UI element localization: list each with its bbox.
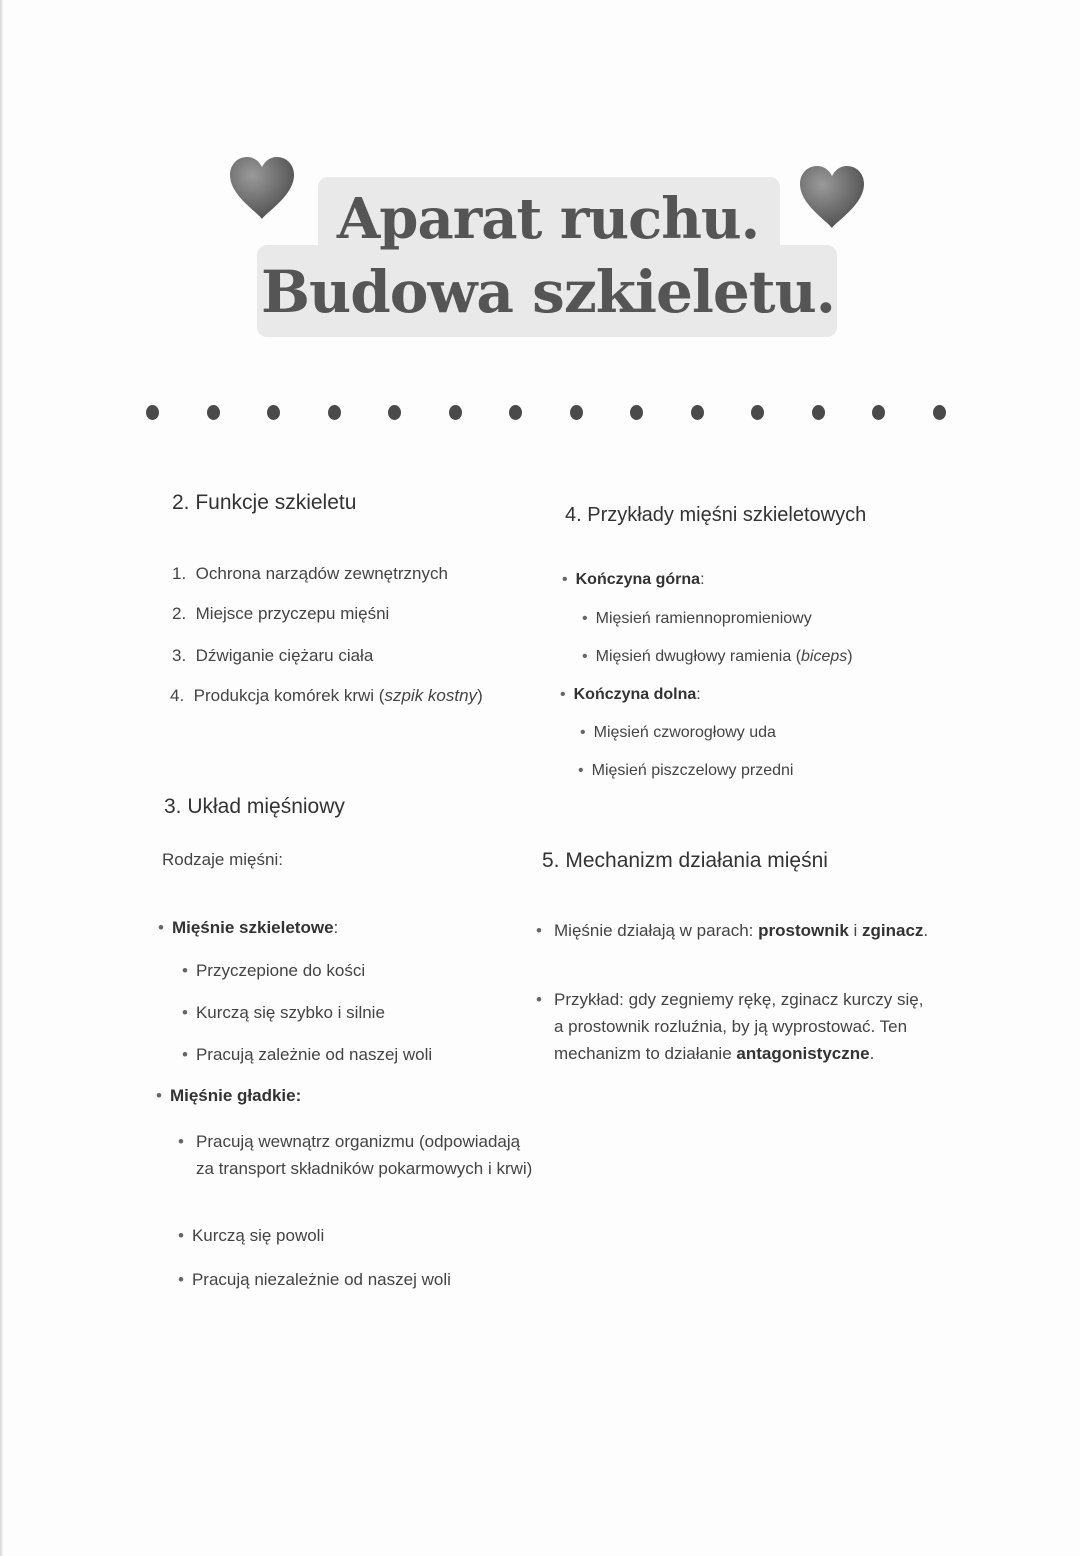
list-item	[182, 1003, 385, 1023]
group-heading	[560, 686, 701, 704]
page-title-line-1: Aparat ruchu.	[336, 186, 760, 252]
dot-icon	[691, 405, 704, 420]
heart-icon	[226, 155, 298, 221]
list-item	[178, 1270, 451, 1290]
text-run: .	[923, 921, 929, 940]
group-label-suffix: :	[696, 686, 701, 703]
list-item	[582, 610, 812, 628]
bullet-icon: •	[582, 610, 588, 627]
list-text: Pracują wewnątrz organizmu (odpowiadają za transport składników pokarmowych i krwi)	[196, 1132, 533, 1178]
group-heading	[562, 571, 705, 589]
list-item	[172, 604, 389, 624]
list-item	[536, 917, 936, 944]
list-text: Dźwiganie ciężaru ciała	[195, 646, 374, 665]
dot-icon	[872, 405, 885, 420]
list-text: Przyczepione do kości	[195, 961, 366, 980]
list-item	[580, 724, 776, 742]
dot-icon	[933, 405, 946, 420]
dot-icon	[328, 405, 341, 420]
bullet-icon: •	[178, 1270, 184, 1289]
title-banner	[0, 0, 1080, 360]
text-run: i	[848, 921, 863, 940]
list-item	[178, 1128, 538, 1182]
bullet-icon: •	[578, 762, 584, 779]
list-text: Miejsce przyczepu mięśni	[195, 604, 390, 623]
list-text: Mięsień czworogłowy uda	[593, 724, 776, 741]
dot-icon	[812, 405, 825, 420]
list-item	[182, 1045, 432, 1065]
list-text: )	[847, 648, 853, 665]
list-text	[554, 986, 936, 1067]
text-run: Przykład: gdy zegniemy rękę, zginacz kurczy się, a prostownik rozluźnia, by ją wyprostować. Ten mechanizm to działanie	[554, 990, 924, 1063]
list-text: Mięsień ramiennopromieniowy	[595, 610, 812, 627]
bold-term: antagonistyczne	[736, 1044, 870, 1063]
bold-term: zginacz	[862, 921, 924, 940]
list-item	[578, 762, 793, 780]
dot-icon	[449, 405, 462, 420]
dot-icon	[630, 405, 643, 420]
list-text: Kurczą się powoli	[191, 1226, 325, 1245]
list-text: Kurczą się szybko i silnie	[195, 1003, 385, 1022]
group-label: Mięśnie szkieletowe	[171, 918, 334, 937]
group-heading	[156, 1086, 301, 1106]
list-text: Produkcja komórek krwi (	[193, 686, 385, 705]
list-item	[178, 1226, 324, 1246]
dot-icon	[267, 405, 280, 420]
bullet-icon: •	[536, 921, 542, 940]
list-number: 4.	[170, 686, 185, 705]
list-number: 3.	[172, 646, 187, 665]
list-text: )	[477, 686, 483, 705]
list-text: Pracują niezależnie od naszej woli	[191, 1270, 451, 1289]
list-text	[554, 917, 936, 944]
bullet-icon: •	[158, 918, 164, 937]
text-run: Mięśnie działają w parach:	[554, 921, 759, 940]
bullet-icon: •	[178, 1226, 184, 1245]
page-title-line-2: Budowa szkieletu.	[261, 258, 835, 326]
bullet-icon: •	[560, 686, 566, 703]
bullet-icon: •	[562, 571, 568, 588]
list-item	[172, 564, 448, 584]
dot-divider	[146, 401, 946, 423]
group-label: Kończyna górna	[575, 571, 701, 588]
bullet-icon: •	[582, 648, 588, 665]
bullet-icon: •	[182, 961, 188, 980]
section-heading-uklad: 3. Układ mięśniowy	[164, 795, 345, 818]
bold-term: prostownik	[758, 921, 849, 940]
list-text: Mięsień dwugłowy ramienia (	[595, 648, 802, 665]
bullet-icon: •	[536, 990, 542, 1009]
list-item	[182, 961, 365, 981]
group-label: Kończyna dolna	[573, 686, 697, 703]
group-label: Mięśnie gładkie:	[169, 1086, 302, 1105]
section-heading-funkcje: 2. Funkcje szkieletu	[172, 491, 357, 514]
heart-icon	[796, 164, 868, 230]
list-text: Mięsień piszczelowy przedni	[591, 762, 794, 779]
bullet-icon: •	[580, 724, 586, 741]
dot-icon	[388, 405, 401, 420]
group-heading	[158, 918, 338, 938]
dot-icon	[751, 405, 764, 420]
dot-icon	[207, 405, 220, 420]
dot-icon	[509, 405, 522, 420]
list-item	[582, 648, 853, 666]
list-item	[172, 646, 373, 666]
dot-icon	[570, 405, 583, 420]
list-text: Ochrona narządów zewnętrznych	[195, 564, 448, 583]
dot-icon	[146, 405, 159, 420]
list-number: 2.	[172, 604, 187, 623]
text-run: .	[869, 1044, 875, 1063]
list-item	[170, 686, 483, 706]
list-text: Pracują zależnie od naszej woli	[195, 1045, 433, 1064]
list-text-italic: biceps	[801, 648, 848, 665]
section-heading-mechanizm: 5. Mechanizm działania mięśni	[542, 849, 828, 872]
list-text-italic: szpik kostny	[384, 686, 478, 705]
list-number: 1.	[172, 564, 187, 583]
bullet-icon: •	[182, 1003, 188, 1022]
bullet-icon: •	[182, 1045, 188, 1064]
bullet-icon: •	[156, 1086, 162, 1105]
group-label-suffix: :	[333, 918, 339, 937]
group-label-suffix: :	[700, 571, 705, 588]
bullet-icon: •	[178, 1132, 184, 1151]
subheading-rodzaje: Rodzaje mięśni:	[162, 850, 283, 869]
list-item	[536, 986, 936, 1067]
section-heading-przyklady: 4. Przykłady mięśni szkieletowych	[565, 504, 867, 526]
